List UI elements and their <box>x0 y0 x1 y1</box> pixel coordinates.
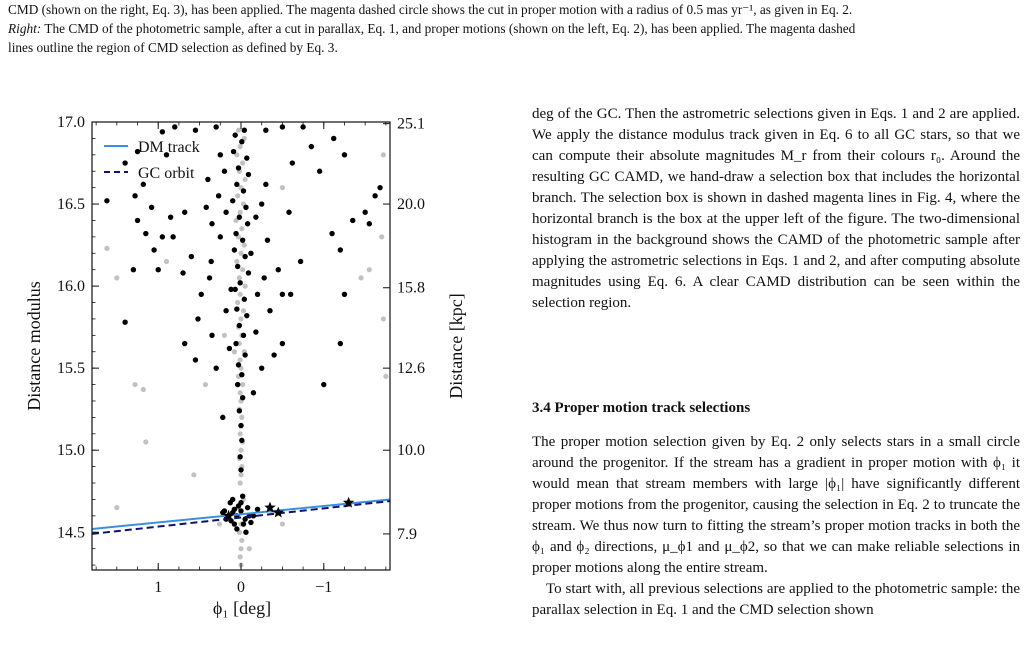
black-point <box>168 214 173 219</box>
black-point <box>329 231 334 236</box>
grey-point <box>239 226 244 231</box>
black-point <box>309 144 314 149</box>
black-point <box>238 467 243 472</box>
grey-point <box>238 480 243 485</box>
black-point <box>241 333 246 338</box>
black-point <box>218 234 223 239</box>
black-point <box>248 520 253 525</box>
black-point <box>271 352 276 357</box>
grey-point <box>222 333 227 338</box>
black-point <box>242 352 247 357</box>
black-point <box>205 177 210 182</box>
black-point <box>237 323 242 328</box>
black-point <box>286 210 291 215</box>
black-point <box>143 231 148 236</box>
black-point <box>151 247 156 252</box>
grey-point <box>235 193 240 198</box>
black-point <box>216 193 221 198</box>
paragraph-3-text: To start with, all previous selections are applied to the photometric sample: the parallax selection in Eq. 1 and the CMD selection shown <box>532 581 1020 618</box>
grey-point <box>247 546 252 551</box>
black-point <box>241 521 246 526</box>
grey-point <box>234 259 239 264</box>
black-point <box>237 280 242 285</box>
black-point <box>223 308 228 313</box>
grey-point <box>358 275 363 280</box>
black-point <box>280 292 285 297</box>
caption-line-2 <box>8 19 1018 38</box>
grey-point <box>280 185 285 190</box>
x-tick-label: 0 <box>237 579 245 596</box>
grey-point <box>164 259 169 264</box>
black-point <box>321 382 326 387</box>
black-point <box>233 231 238 236</box>
black-point <box>242 297 247 302</box>
grey-point <box>238 546 243 551</box>
black-point <box>141 182 146 187</box>
grey-point <box>241 308 246 313</box>
black-point <box>170 234 175 239</box>
black-point <box>238 423 243 428</box>
black-point <box>227 346 232 351</box>
black-point <box>298 259 303 264</box>
black-point <box>255 507 260 512</box>
black-point <box>236 362 241 367</box>
black-point <box>362 210 367 215</box>
grey-point <box>238 357 243 362</box>
x-tick-label: 1 <box>154 579 163 596</box>
black-point <box>331 136 336 141</box>
black-point <box>189 254 194 259</box>
grey-point <box>379 234 384 239</box>
grey-point <box>114 275 119 280</box>
grey-point <box>132 382 137 387</box>
black-point <box>104 198 109 203</box>
black-point <box>209 259 214 264</box>
x-axis-label: ϕ₁ [deg] <box>212 598 272 618</box>
black-point <box>235 264 240 269</box>
grey-point <box>239 538 244 543</box>
y-axis-label: Distance modulus <box>24 281 44 411</box>
grey-point <box>240 267 245 272</box>
black-point <box>246 172 251 177</box>
black-point <box>342 152 347 157</box>
black-point <box>244 313 249 318</box>
legend <box>104 139 200 182</box>
black-point <box>253 329 258 334</box>
black-point <box>367 221 372 226</box>
grey-point <box>217 521 222 526</box>
black-point <box>242 254 247 259</box>
grey-point <box>243 177 248 182</box>
body-paragraph-2 <box>532 432 1020 621</box>
grey-point <box>191 472 196 477</box>
black-point <box>377 185 382 190</box>
black-point <box>237 214 242 219</box>
black-point <box>232 521 237 526</box>
black-point <box>182 210 187 215</box>
black-point <box>213 124 218 129</box>
black-point <box>195 316 200 321</box>
black-point <box>122 160 127 165</box>
y-right-tick-label: 10.0 <box>397 442 425 460</box>
y-tick-label: 16.5 <box>57 196 85 214</box>
black-point <box>342 292 347 297</box>
y-tick-label: 16.0 <box>57 278 85 296</box>
y-right-tick-label: 12.6 <box>397 360 425 378</box>
black-point <box>245 505 250 510</box>
black-point <box>338 341 343 346</box>
black-point <box>372 193 377 198</box>
black-point <box>242 128 247 133</box>
grey-point <box>243 284 248 289</box>
grey-point <box>235 300 240 305</box>
black-point <box>234 306 239 311</box>
black-point <box>199 292 204 297</box>
black-point <box>204 205 209 210</box>
black-point <box>267 308 272 313</box>
grey-point <box>141 387 146 392</box>
grey-point <box>238 144 243 149</box>
black-point <box>131 267 136 272</box>
grey-point <box>114 505 119 510</box>
grey-point <box>238 472 243 477</box>
grey-point <box>143 439 148 444</box>
black-point <box>288 292 293 297</box>
black-point <box>276 267 281 272</box>
distance-modulus-figure <box>0 100 520 655</box>
black-point <box>228 287 233 292</box>
black-point <box>259 365 264 370</box>
black-point <box>231 149 236 154</box>
black-point <box>253 214 258 219</box>
black-point <box>280 341 285 346</box>
black-point <box>209 221 214 226</box>
black-point <box>290 160 295 165</box>
y-right-tick-label: 25.1 <box>397 115 425 133</box>
grey-point <box>238 448 243 453</box>
grey-point <box>238 292 243 297</box>
grey-point <box>383 374 388 379</box>
x-tick-label: −1 <box>315 579 333 596</box>
black-point <box>248 251 253 256</box>
black-point <box>239 139 244 144</box>
y-right-tick-label: 15.8 <box>397 279 425 297</box>
grey-point <box>238 210 243 215</box>
black-point <box>180 270 185 275</box>
black-point <box>350 218 355 223</box>
grey-point <box>238 390 243 395</box>
black-point <box>244 155 249 160</box>
black-point <box>135 218 140 223</box>
black-point <box>235 382 240 387</box>
black-point <box>240 395 245 400</box>
caption-line-2-text: The CMD of the photometric sample, after a cut in parallax, Eq. 1, and proper motions (shown on the left, Eq. 2), has been applied. The magenta dashed <box>41 21 856 36</box>
black-point <box>233 132 238 137</box>
grey-point <box>203 382 208 387</box>
grey-point <box>367 267 372 272</box>
grey-point <box>238 431 243 436</box>
black-point <box>223 210 228 215</box>
y-tick-label: 15.0 <box>57 442 85 460</box>
figure-caption <box>8 0 1018 57</box>
grey-point <box>238 251 243 256</box>
black-point <box>241 188 246 193</box>
caption-line-1: CMD (shown on the right, Eq. 3), has been applied. The magenta dashed circle shows the cut in proper motion with a radius of 0.5 mas yr⁻¹, as given in Eq. 2. <box>8 2 853 17</box>
black-point <box>220 415 225 420</box>
black-point <box>265 237 270 242</box>
black-point <box>245 221 250 226</box>
grey-point <box>240 382 245 387</box>
black-point <box>259 201 264 206</box>
black-point <box>182 341 187 346</box>
grey-point <box>280 521 285 526</box>
black-point <box>149 205 154 210</box>
black-point <box>160 234 165 239</box>
black-point <box>234 526 239 531</box>
y-tick-label: 14.5 <box>57 524 85 542</box>
black-point <box>193 357 198 362</box>
body-paragraph-1 <box>532 104 1020 314</box>
black-point <box>261 275 266 280</box>
black-point <box>132 193 137 198</box>
y-tick-label: 17.0 <box>57 114 85 131</box>
caption-line-3: lines outline the region of CMD selection as defined by Eq. 3. <box>8 40 338 55</box>
black-point <box>239 372 244 377</box>
black-point <box>263 128 268 133</box>
caption-right-label: Right: <box>8 21 42 36</box>
black-point <box>222 169 227 174</box>
black-point <box>237 408 242 413</box>
black-point <box>239 438 244 443</box>
black-point <box>232 247 237 252</box>
black-point <box>251 390 256 395</box>
black-point <box>193 128 198 133</box>
black-point <box>160 129 165 134</box>
grey-point <box>236 128 241 133</box>
black-point <box>238 500 243 505</box>
grey-point <box>238 554 243 559</box>
black-point <box>232 507 237 512</box>
black-point <box>243 205 248 210</box>
black-point <box>263 182 268 187</box>
grey-point <box>104 246 109 251</box>
black-point <box>209 333 214 338</box>
grey-point <box>381 152 386 157</box>
legend-orbit-label: GC orbit <box>138 165 195 182</box>
black-point <box>230 497 235 502</box>
black-scatter <box>104 124 383 535</box>
black-point <box>246 270 251 275</box>
black-point <box>156 267 161 272</box>
black-point <box>237 454 242 459</box>
black-point <box>240 493 245 498</box>
grey-point <box>240 160 245 165</box>
black-point <box>338 247 343 252</box>
y-right-tick-label: 7.9 <box>397 525 417 543</box>
black-point <box>240 237 245 242</box>
y-axis-right-label: Distance [kpc] <box>446 293 466 399</box>
y-tick-label: 15.5 <box>57 360 85 378</box>
star-marker <box>273 507 285 518</box>
grey-point <box>237 275 242 280</box>
black-point <box>255 292 260 297</box>
y-right-tick-label: 20.0 <box>397 196 425 214</box>
grey-point <box>232 349 237 354</box>
grey-point <box>239 415 244 420</box>
legend-dm-label: DM track <box>138 139 200 156</box>
paragraph-2-text: The proper motion selection given by Eq. 2 only selects stars in a small circle around the progenitor. If the stream has a gradient in proper motion with ϕ₁ it would mean that stream members with large |ϕ₁| have significantly different proper motions from the progenitor, causing the selection in Eq. 2 to truncate the stream. We thus now turn to fitting the stream’s proper motion tracks in both the ϕ₁ and ϕ₂ directions, μ_ϕ1 and μ_ϕ2, so that we can make reliable selections in proper motions along the entire stream. <box>532 434 1020 576</box>
black-point <box>236 165 241 170</box>
black-point <box>238 508 243 513</box>
grey-point <box>242 242 247 247</box>
black-point <box>243 530 248 535</box>
black-point <box>122 320 127 325</box>
paragraph-1-text: deg of the GC. Then the astrometric selections given in Eqs. 1 and 2 are applied. We apply the distance modulus track given in Eq. 6 to all GC stars, so that we can compute their absolute magnitudes M_r from their colours r₀. Around the resulting GC CAMD, we hand-draw a selection box that includes the horizontal branch. The selection box is shown in dashed magenta lines in Fig. 4, where the horizontal branch is the box at the upper left of the figure. The two-dimensional histogram in the background shows the CAMD of the photometric sample after applying the astrometric selections in Eqs. 1 and 2, and after computing absolute magnitudes using Eq. 6. A clear CAMD distribution can be seen within the selection region. <box>532 106 1020 311</box>
black-point <box>213 365 218 370</box>
black-point <box>218 152 223 157</box>
black-point <box>172 124 177 129</box>
black-point <box>234 182 239 187</box>
black-point <box>230 198 235 203</box>
section-heading: 3.4 Proper motion track selections <box>532 400 751 416</box>
grey-point <box>238 316 243 321</box>
black-point <box>207 275 212 280</box>
black-point <box>233 341 238 346</box>
black-point <box>317 169 322 174</box>
grey-point <box>381 316 386 321</box>
